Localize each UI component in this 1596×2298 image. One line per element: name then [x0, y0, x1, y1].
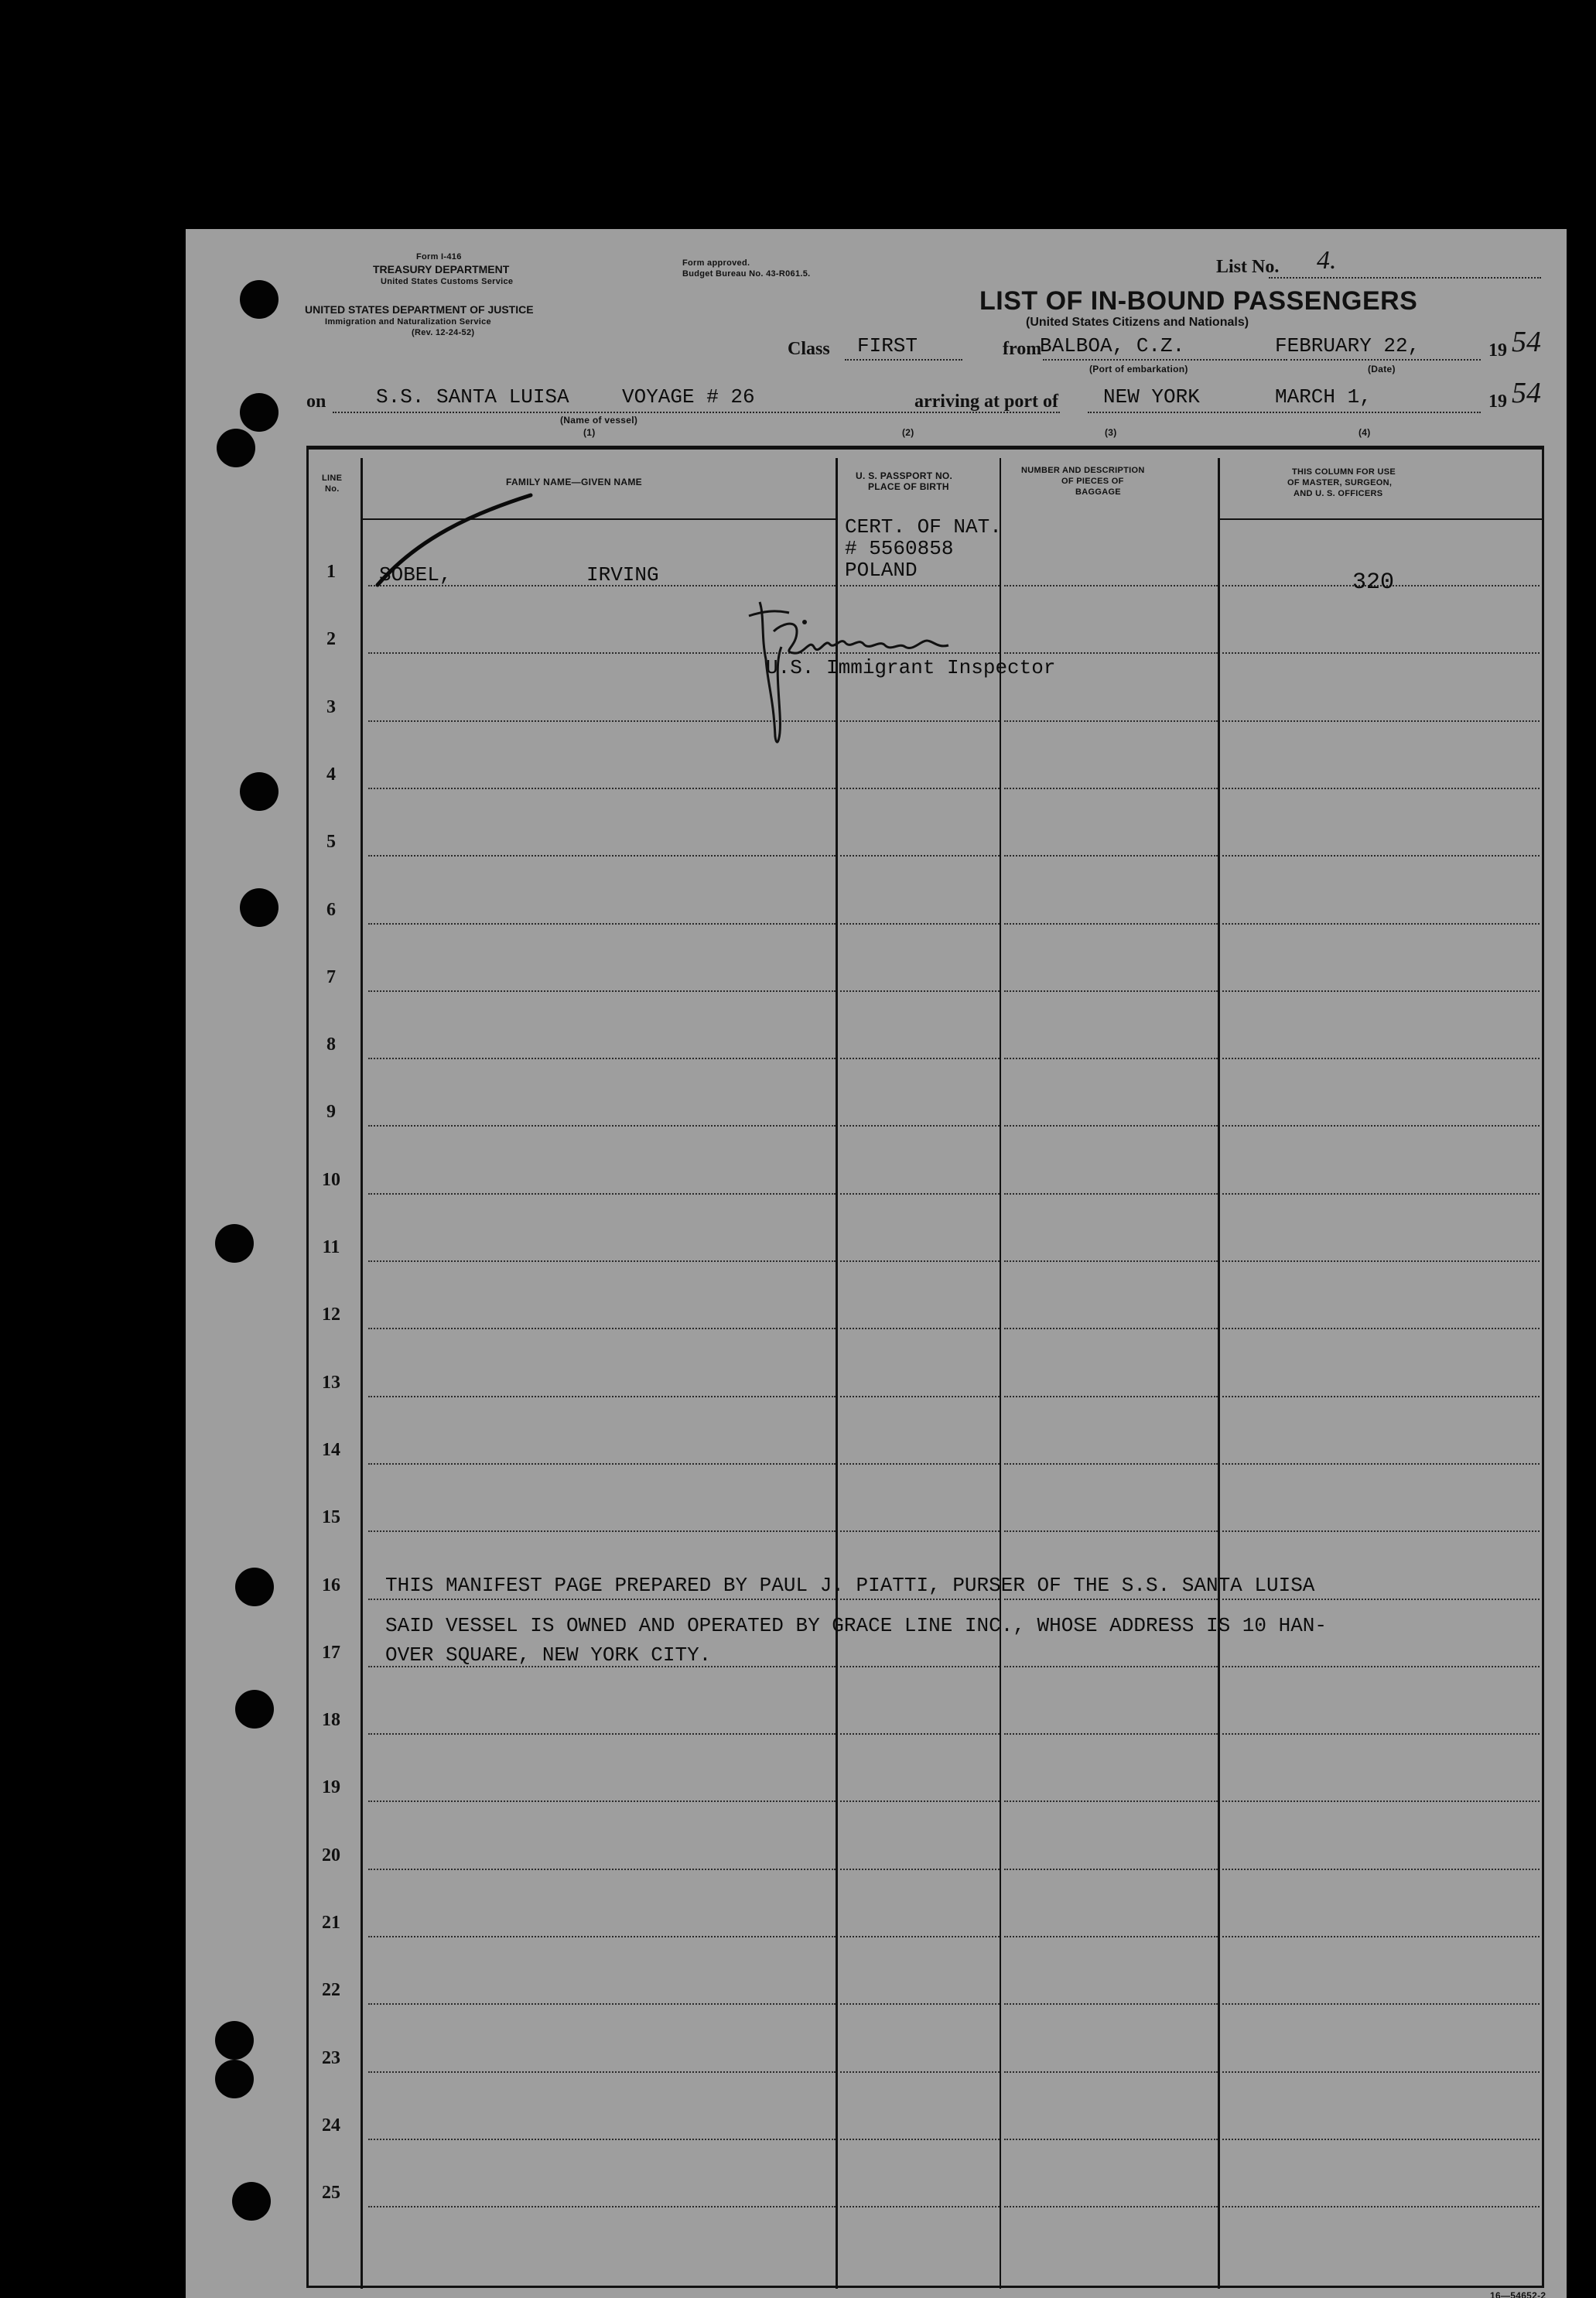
- row-dotted-line: [368, 788, 836, 789]
- class-label: Class: [788, 339, 830, 359]
- arrival-date: MARCH 1,: [1275, 385, 1372, 409]
- passport-cert: CERT. OF NAT.: [845, 515, 1002, 539]
- row-dotted-line: [368, 2071, 836, 2073]
- line-number: 2: [326, 629, 336, 650]
- vessel-value: S.S. SANTA LUISA: [376, 385, 569, 409]
- row-dotted-line: [368, 990, 836, 992]
- line-number: 3: [326, 696, 336, 717]
- col-header-baggage: OF PIECES OF: [1061, 477, 1124, 486]
- row-dotted-line: [840, 1125, 1000, 1127]
- row-dotted-line: [368, 1260, 836, 1262]
- row-dotted-line: [1004, 1463, 1218, 1465]
- footer-note-line-3: OVER SQUARE, NEW YORK CITY.: [385, 1643, 712, 1667]
- punch-hole: [215, 2060, 254, 2098]
- form-approved: Form approved.: [682, 258, 750, 268]
- ins-title: Immigration and Naturalization Service: [325, 317, 491, 327]
- manifest-page: [186, 229, 1567, 2298]
- row-dotted-line: [368, 1463, 836, 1465]
- row-dotted-line: [368, 1058, 836, 1059]
- row-dotted-line: [368, 1396, 836, 1397]
- row-dotted-line: [1222, 1869, 1540, 1870]
- row-dotted-line: [1222, 2071, 1540, 2073]
- class-value: FIRST: [857, 334, 918, 357]
- treasury-department: TREASURY DEPARTMENT: [373, 263, 510, 275]
- line-number: 9: [326, 1102, 336, 1123]
- row-dotted-line: [1222, 1260, 1540, 1262]
- print-code: 16—54652-2: [1490, 2290, 1546, 2298]
- row-dotted-line: [1222, 1936, 1540, 1937]
- row-dotted-line: [1222, 1328, 1540, 1329]
- arrival-year: 54: [1512, 377, 1541, 409]
- row-dotted-line: [1222, 2139, 1540, 2140]
- row-dotted-line: [840, 1328, 1000, 1329]
- row-dotted-line: [368, 855, 836, 857]
- line-number: 1: [326, 562, 336, 582]
- line-number: 5: [326, 832, 336, 853]
- row-dotted-line: [1004, 1260, 1218, 1262]
- footer-note-line-1: THIS MANIFEST PAGE PREPARED BY PAUL J. PIATTI, PURSER OF THE S.S. SANTA LUISA: [385, 1574, 1315, 1597]
- col-header-officers: OF MASTER, SURGEON,: [1287, 478, 1393, 487]
- row-dotted-line: [1004, 1530, 1218, 1532]
- row-dotted-line: [1222, 855, 1540, 857]
- line-number: 19: [322, 1777, 340, 1798]
- row-dotted-line: [1004, 1869, 1218, 1870]
- line-number: 24: [322, 2115, 340, 2136]
- punch-hole: [235, 1568, 274, 1606]
- list-no-label: List No.: [1216, 257, 1280, 277]
- col-header-baggage: NUMBER AND DESCRIPTION: [1021, 466, 1145, 475]
- col-marker-3: (3): [1105, 427, 1117, 438]
- line-number: 13: [322, 1372, 340, 1393]
- line-number: 8: [326, 1034, 336, 1055]
- row-dotted-line: [840, 990, 1000, 992]
- row-dotted-line: [1222, 1599, 1540, 1600]
- col-header-name: FAMILY NAME—GIVEN NAME: [506, 477, 642, 487]
- line-number: 16: [322, 1575, 340, 1595]
- arrival-year-prefix: 19: [1488, 392, 1507, 412]
- on-label: on: [306, 392, 326, 412]
- row-dotted-line: [368, 1800, 836, 1802]
- row-dotted-line: [1004, 1666, 1218, 1667]
- row-dotted-line: [840, 1260, 1000, 1262]
- line-number: 23: [322, 2047, 340, 2068]
- family-name: SOBEL,: [379, 563, 452, 586]
- row-dotted-line: [1222, 1733, 1540, 1735]
- row-dotted-line: [1222, 1463, 1540, 1465]
- row-dotted-line: [368, 2139, 836, 2140]
- row-dotted-line: [840, 1058, 1000, 1059]
- row-dotted-line: [1004, 1800, 1218, 1802]
- row-dotted-line: [1004, 923, 1218, 925]
- row-dotted-line: [1004, 788, 1218, 789]
- punch-hole: [240, 772, 279, 811]
- col-header-line: LINE: [322, 474, 343, 483]
- line-number: 25: [322, 2183, 340, 2204]
- row-dotted-line: [1004, 1396, 1218, 1397]
- col-header-line: No.: [325, 484, 340, 494]
- row-dotted-line: [1004, 2206, 1218, 2207]
- arrival-port: NEW YORK: [1103, 385, 1200, 409]
- row-dotted-line: [1222, 1666, 1540, 1667]
- row-dotted-line: [1004, 855, 1218, 857]
- row-dotted-line: [1222, 1530, 1540, 1532]
- date-caption: (Date): [1368, 364, 1396, 374]
- date-value: FEBRUARY 22,: [1275, 334, 1420, 357]
- row-dotted-line: [1004, 1058, 1218, 1059]
- col-marker-1: (1): [583, 427, 596, 438]
- list-no-value: 4.: [1317, 246, 1337, 275]
- row-dotted-line: [840, 1463, 1000, 1465]
- row-dotted-line: [368, 1328, 836, 1329]
- row-dotted-line: [840, 1733, 1000, 1735]
- line-number: 21: [322, 1913, 340, 1933]
- row-dotted-line: [368, 1936, 836, 1937]
- row-dotted-line: [840, 1530, 1000, 1532]
- row-dotted-line: [1004, 1936, 1218, 1937]
- row-dotted-line: [1004, 2139, 1218, 2140]
- line-number: 20: [322, 1845, 340, 1865]
- row-dotted-line: [840, 2003, 1000, 2005]
- inspector-signature: [186, 229, 1567, 771]
- col-marker-2: (2): [902, 427, 914, 438]
- place-of-birth: POLAND: [845, 559, 918, 582]
- row-dotted-line: [840, 1599, 1000, 1600]
- row-dotted-line: [368, 1193, 836, 1195]
- line-number: 4: [326, 764, 336, 785]
- row-dotted-line: [840, 1800, 1000, 1802]
- row-dotted-line: [840, 1869, 1000, 1870]
- footer-note-line-2: SAID VESSEL IS OWNED AND OPERATED BY GRACE LINE INC., WHOSE ADDRESS IS 10 HAN-: [385, 1614, 1327, 1637]
- row-dotted-line: [1004, 2071, 1218, 2073]
- date-year-prefix: 19: [1488, 340, 1507, 361]
- row-dotted-line: [368, 1599, 836, 1600]
- row-dotted-line: [1222, 1800, 1540, 1802]
- line-number: 6: [326, 899, 336, 920]
- row-dotted-line: [368, 2206, 836, 2207]
- line-number: 11: [322, 1237, 340, 1257]
- col-marker-4: (4): [1358, 427, 1371, 438]
- row-dotted-line: [1222, 1058, 1540, 1059]
- punch-hole: [240, 888, 279, 927]
- from-label: from: [1003, 339, 1042, 359]
- row-dotted-line: [1222, 1193, 1540, 1195]
- punch-hole: [232, 2182, 271, 2221]
- punch-hole: [215, 2021, 254, 2060]
- line-number: 10: [322, 1169, 340, 1190]
- line-number: 14: [322, 1439, 340, 1460]
- row-dotted-line: [368, 1125, 836, 1127]
- row-dotted-line: [840, 1396, 1000, 1397]
- vessel-caption: (Name of vessel): [560, 415, 638, 426]
- voyage-value: VOYAGE # 26: [622, 385, 755, 409]
- row-dotted-line: [368, 1869, 836, 1870]
- row-dotted-line: [840, 2139, 1000, 2140]
- row-dotted-line: [368, 2003, 836, 2005]
- line-number: 22: [322, 1980, 340, 2001]
- row-dotted-line: [1222, 1396, 1540, 1397]
- col-header-officers: AND U. S. OFFICERS: [1294, 489, 1383, 498]
- row-dotted-line: [1004, 2003, 1218, 2005]
- row-dotted-line: [1004, 1193, 1218, 1195]
- row-dotted-line: [1004, 990, 1218, 992]
- from-value: BALBOA, C.Z.: [1040, 334, 1185, 357]
- row-dotted-line: [1222, 2003, 1540, 2005]
- punch-hole: [215, 1224, 254, 1263]
- form-number: Form I-416: [416, 252, 462, 262]
- manifest-subtitle: (United States Citizens and Nationals): [1026, 316, 1249, 329]
- date-year: 54: [1512, 326, 1541, 358]
- budget-bureau: Budget Bureau No. 43-R061.5.: [682, 269, 811, 279]
- row-dotted-line: [1004, 1125, 1218, 1127]
- col-header-baggage: BAGGAGE: [1075, 487, 1121, 497]
- line-number: 17: [322, 1642, 340, 1663]
- col-header-officers: THIS COLUMN FOR USE: [1292, 467, 1396, 477]
- row-dotted-line: [368, 1733, 836, 1735]
- row-dotted-line: [1222, 788, 1540, 789]
- row-dotted-line: [368, 1530, 836, 1532]
- punch-hole: [235, 1690, 274, 1729]
- table-bottom-rule: [306, 2286, 1544, 2288]
- passport-number: # 5560858: [845, 537, 954, 560]
- row-dotted-line: [1222, 923, 1540, 925]
- revision-date: (Rev. 12-24-52): [412, 328, 475, 337]
- row-dotted-line: [840, 2071, 1000, 2073]
- line-number: 12: [322, 1305, 340, 1325]
- row-dotted-line: [1222, 1125, 1540, 1127]
- officer-mark: 320: [1352, 569, 1395, 596]
- line-number: 15: [322, 1507, 340, 1528]
- row-dotted-line: [1004, 1599, 1218, 1600]
- row-dotted-line: [840, 855, 1000, 857]
- row-dotted-line: [1222, 2206, 1540, 2207]
- row-dotted-line: [840, 2206, 1000, 2207]
- line-number: 18: [322, 1710, 340, 1731]
- col-header-passport: U. S. PASSPORT NO.: [856, 470, 953, 481]
- row-dotted-line: [840, 788, 1000, 789]
- row-dotted-line: [840, 1936, 1000, 1937]
- row-dotted-line: [1004, 1733, 1218, 1735]
- manifest-title: LIST OF IN-BOUND PASSENGERS: [979, 286, 1418, 316]
- line-number: 7: [326, 966, 336, 987]
- row-dotted-line: [1004, 1328, 1218, 1329]
- given-name: IRVING: [586, 563, 659, 586]
- customs-service: United States Customs Service: [381, 277, 514, 286]
- col-header-passport: PLACE OF BIRTH: [868, 481, 949, 492]
- inspector-title: U.S. Immigrant Inspector: [766, 656, 1056, 679]
- row-dotted-line: [840, 923, 1000, 925]
- port-caption: (Port of embarkation): [1089, 364, 1188, 374]
- doj-title: UNITED STATES DEPARTMENT OF JUSTICE: [305, 303, 534, 316]
- arriving-label: arriving at port of: [914, 392, 1058, 412]
- row-dotted-line: [840, 1193, 1000, 1195]
- row-dotted-line: [840, 1666, 1000, 1667]
- row-dotted-line: [1222, 990, 1540, 992]
- row-dotted-line: [368, 923, 836, 925]
